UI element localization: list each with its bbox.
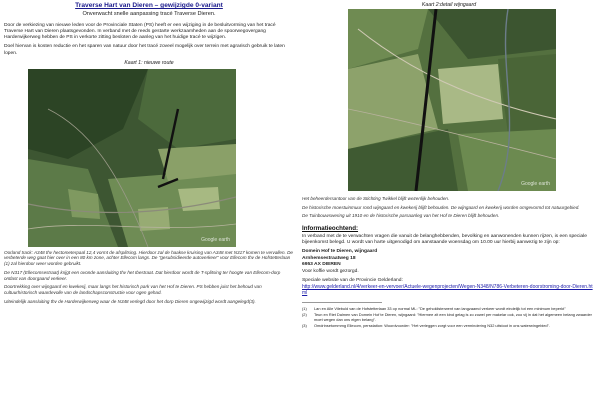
website-label: Speciale website van de Provincie Gelderland:	[302, 277, 403, 283]
map1-satellite-image	[28, 69, 236, 247]
left-column	[4, 2, 294, 308]
address-city: 6953 AX DIEREN	[302, 262, 341, 268]
website-link[interactable]: http://www.gelderland.nl/4/verkeer-en-vervoer/Actuele-wegenprojecten/Wegen-N348/N786-Verbeteren-doorstroming-door-Dieren.html	[302, 284, 593, 297]
address-name: Domein Hof te Dieren, wijngaard	[302, 249, 378, 255]
map2-graphic	[348, 9, 556, 191]
footnote-1: (1) Lan en Alle Vilebuld van de Hofstetterlaan 33 op normal ML: "De gehoklisterwent van langzaamd verkeer wordt eindelijk tot een minimum beperkt"	[302, 306, 566, 312]
intro-paragraph: Door de verkiezing van nieuwe leden voor de Provinciale Staten (PS) heeft er een wijziging in de besluitvorming van het tracé Traverse Hart van Dieren plaatsgevonden. In verband met de reeds gestarte werkzaamheden aan de spoorwegovergang Harderwijkerweg hebben de PS in verkorte zitting besloten de aanleg van het huidige tracé te wijzigen.	[4, 23, 276, 41]
address-note: Voor koffie wordt gezorgd.	[302, 268, 359, 274]
map2-satellite-image	[348, 9, 556, 191]
info-title: Informatieochtend:	[302, 225, 359, 233]
footnote-divider	[302, 302, 382, 303]
body-paragraph-4: Uiteindelijk aansluiting thv de Harderwijkerweg waar de N348 verlegd door het dorp Dieren ongewijzigd wordt aangelegd(3).	[4, 298, 256, 304]
footnote-3: (3) Omdrinsetommmg Ellecom, persstation: Woordvoorder: "Het verleggen zorgt voor een vermindering N32 uitstoot in ons waterwingebied".	[302, 323, 551, 329]
goal-paragraph: Doel hiervan is kosten reductie en het sparen van natuur door het tracé zoveel mogelijk over terrein met agrarisch gebruik te laten lopen.	[4, 44, 285, 56]
right-column	[302, 2, 596, 329]
body-paragraph-1: Oorland track: A348 thv hectometerpaal 12,4 vormt de afsplitsing. Hierdoor zal de haakse kruising van A348 met N317 komen te vervallen. De verbeterde weg gaat hier over in een 80 km zone, achter Ellecom langs. De "gesubsidieerde autoverkeer" voor Ellecom thv de Hofstetterlaan (1) zal hierdoor weer worden gebruikt.	[4, 249, 293, 267]
address-street: Arnhemsestraatweg 18	[302, 255, 356, 261]
document-subtitle: Onverwacht snelle aanpassing tracé Traverse Dieren.	[82, 11, 216, 17]
note-2: De historische moestuinmuur rond wijngaard en kwekerij blijft behouden. De wijngaard en kwekerij worden omgevormd tot natuurgebied.	[302, 204, 580, 210]
map2-caption: Kaart 2:detail wijngaard	[421, 2, 477, 8]
info-text: In verband met de te verwachten vragen die vanuit de belanghebbenden, bevolking en aanwonenden kunnen rijzen, is een speciale bijeenkomst belegd. U wordt van harte uitgenodigd om aanstaande woensdag om 10.00 uur hierbij aanwezig te zijn op:	[302, 234, 587, 246]
map2-brand-label: Google earth	[521, 181, 550, 187]
document-title: Traverse Hart van Dieren – gewijzigde 0-variant	[75, 2, 223, 9]
body-paragraph-3: Doortrekking over wijngaard en kwekerij, maar langs het historisch park van het Hof te Dieren. PS hebben juist het behoud van cultuurhistorisch waardevolle van de landschapsconstructie voor ogen gehad.	[4, 284, 262, 296]
note-1: Het beheerdersantoor van de Stichting Twikkel blijft wezenlijk behouden.	[302, 196, 450, 201]
map1-caption: Kaart 1: nieuwe route	[124, 59, 174, 66]
footnote-2: (2) Teun en Riet Dalmen van Domein Hof te Dieren, wijngaard: "Hiermee zit een kind gelag is zo zowel per makelar ook, zoo vij in dat het algemeen belang zwaarder moet wegen dan ons eigen belang".	[302, 312, 592, 323]
map1-brand-label: Google earth	[201, 236, 230, 243]
map1-graphic	[28, 69, 236, 247]
note-3: De Tuinbouwswering uit 1910 en de historische parsaanleg van het Hof te Dieren blijft behouden.	[302, 213, 500, 219]
body-paragraph-2: De N317 (Ellecomsestraat) krijgt een ovonde aansluiting thv het Ibestraat. Dat hierdoor wordt de T-splitsing ter hoogte van Ellecom-dorp ontlast van doorgaand verkeer.	[4, 269, 281, 281]
address-block	[302, 249, 596, 275]
